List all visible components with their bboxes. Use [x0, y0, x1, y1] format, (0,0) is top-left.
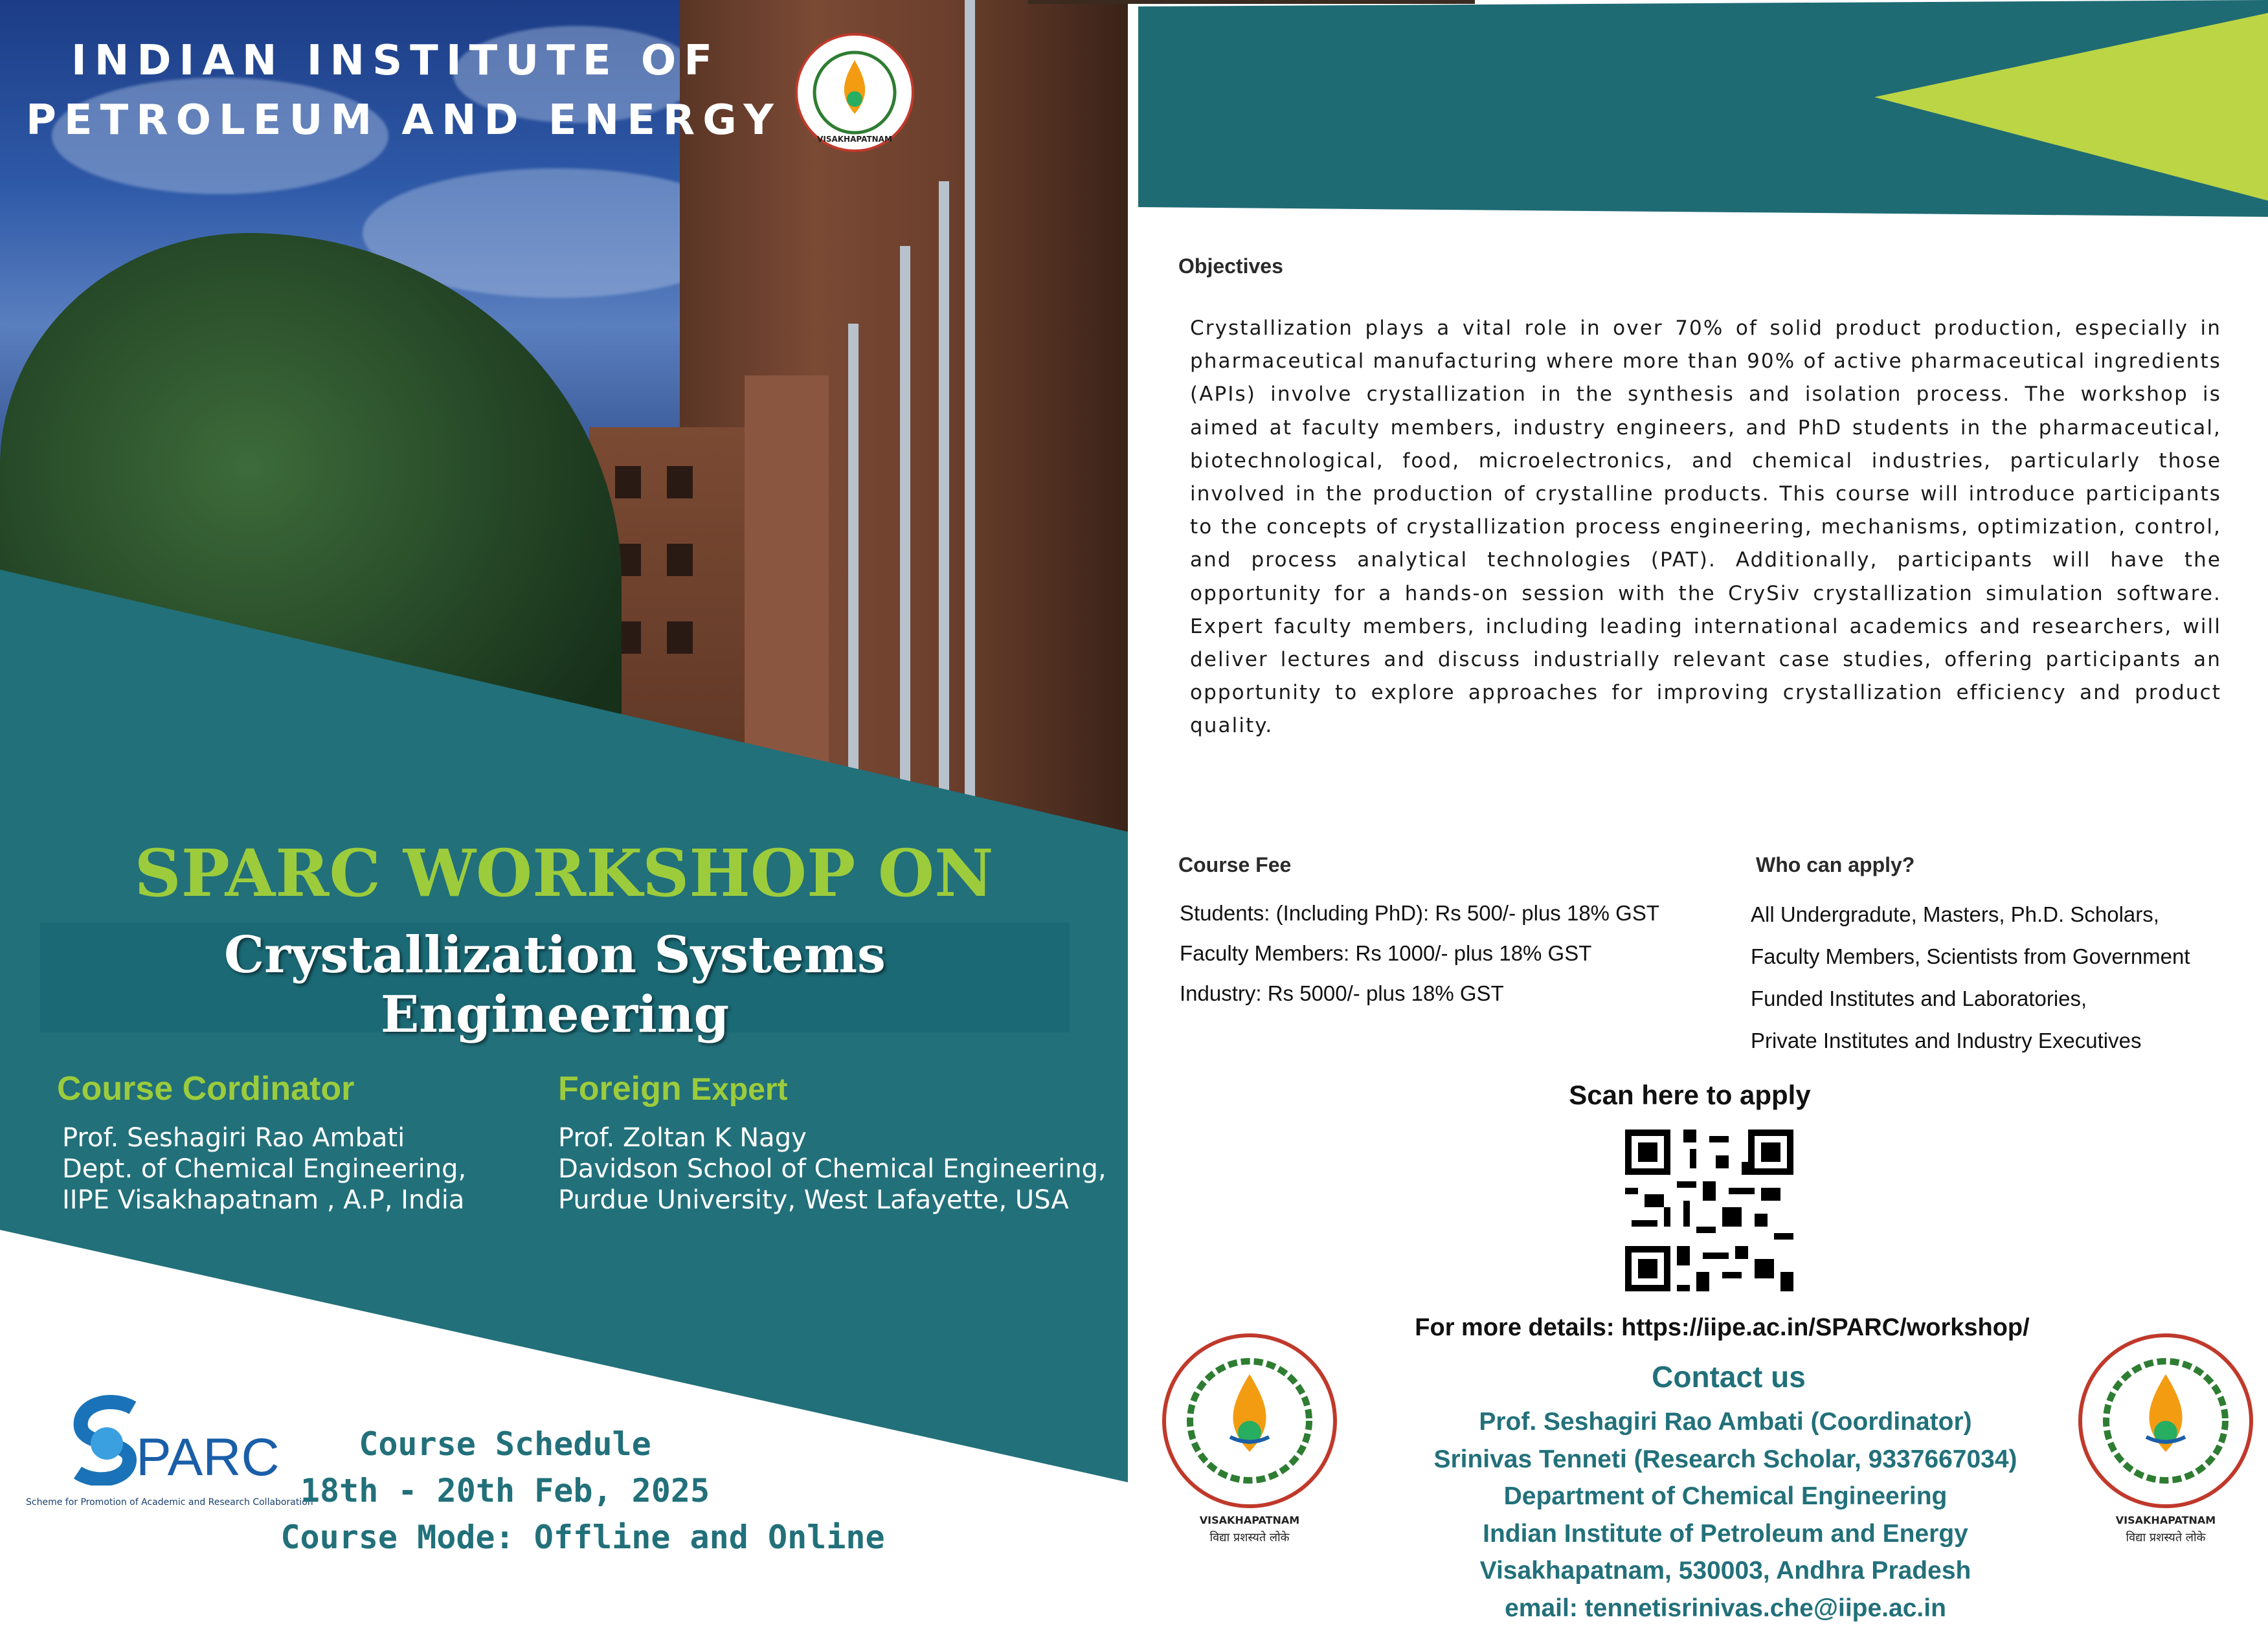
scan-label: Scan here to apply	[1569, 1080, 1811, 1110]
coordinator-heading: Course Cordinator	[57, 1070, 355, 1108]
fee-line: Faculty Members: Rs 1000/- plus 18% GST	[1180, 941, 1592, 965]
expert-line: Davidson School of Chemical Engineering,	[558, 1154, 1106, 1184]
apply-line: Private Institutes and Industry Executives	[1751, 1029, 2142, 1052]
top-strip	[1028, 0, 1475, 4]
course-title-line2: Engineering	[380, 985, 730, 1044]
expert-line: Purdue University, West Lafayette, USA	[558, 1185, 1069, 1215]
course-schedule	[227, 1421, 939, 1561]
coordinator-line: Prof. Seshagiri Rao Ambati	[62, 1123, 405, 1153]
contact-line: Prof. Seshagiri Rao Ambati (Coordinator)	[1479, 1408, 1972, 1436]
qr-code-icon[interactable]	[1625, 1130, 1793, 1291]
fee-line: Students: (Including PhD): Rs 500/- plus 18% GST	[1180, 901, 1660, 925]
apply-line: All Undergradute, Masters, Ph.D. Scholars,	[1751, 902, 2159, 926]
apply-list	[1751, 893, 2190, 1062]
contact-line: Department of Chemical Engineering	[1503, 1482, 1948, 1510]
contact-line: Indian Institute of Petroleum and Energy	[1483, 1519, 1968, 1548]
coordinator-line: IIPE Visakhapatnam , A.P, India	[62, 1185, 465, 1215]
apply-line: Faculty Members, Scientists from Government	[1751, 944, 2190, 968]
contact-line: Srinivas Tenneti (Research Scholar, 9337667034)	[1433, 1445, 2017, 1473]
iipe-emblem-icon	[2069, 1330, 2263, 1550]
contact-email[interactable]: email: tennetisrinivas.che@iipe.ac.in	[1505, 1594, 1946, 1622]
left-panel	[0, 0, 1128, 1648]
institute-title-line1: INDIAN INSTITUTE OF	[71, 37, 721, 85]
fee-line: Industry: Rs 5000/- plus 18% GST	[1180, 981, 1504, 1005]
institute-title-line2: PETROLEUM AND ENERGY	[26, 96, 781, 144]
objectives-heading: Objectives	[1178, 254, 1283, 278]
schedule-dates: 18th - 20th Feb, 2025	[300, 1472, 710, 1509]
apply-line: Funded Institutes and Laboratories,	[1751, 986, 2087, 1010]
iipe-emblem-icon	[793, 31, 916, 154]
expert-block	[558, 1069, 1106, 1216]
logo-motto: विद्या प्रशस्यते लोके	[1209, 1531, 1290, 1544]
apply-heading: Who can apply?	[1756, 853, 1915, 876]
sparc-logo-text: PARC	[136, 1428, 280, 1487]
fee-heading: Course Fee	[1178, 853, 1292, 876]
building-tower	[745, 375, 829, 764]
logo-motto: विद्या प्रशस्यते लोके	[2126, 1531, 2206, 1544]
expert-line: Prof. Zoltan K Nagy	[558, 1123, 807, 1153]
logo-city: VISAKHAPATNAM	[817, 135, 892, 144]
workshop-heading: SPARC WORKSHOP ON	[134, 835, 994, 911]
contact-lines	[1334, 1403, 2117, 1627]
coordinator-line: Dept. of Chemical Engineering,	[62, 1154, 467, 1184]
course-title	[40, 926, 1070, 1045]
fee-list	[1180, 893, 1659, 1014]
expert-heading-a: Foreign	[558, 1070, 682, 1108]
objectives-text: Crystallization plays a vital role in over 70% of solid product production, especially in pharmaceutical manufacturing where more than 90% of active pharmaceutical ingredients (APIs) involve crystallization in the synthesis and isolation process. The workshop is aimed at faculty members, industry engineers, and PhD students in the pharmaceutical, biotechnological, food, microelectronics, and chemical industries, particularly those involved in the production of crystalline products. This course will introduce participants to the concepts of crystallization process engineering, mechanisms, optimization, control, and process analytical technologies (PAT). Additionally, participants will have the opportunity for a hands-on session with the CrySiv crystallization simulation software. Expert faculty members, including leading international academics and researchers, will deliver lectures and discuss industrially relevant case studies, offering participants an opportunity to explore approaches for improving crystallization efficiency and product quality.	[1190, 317, 2221, 738]
course-title-line1: Crystallization Systems	[224, 926, 886, 985]
expert-heading-b: Expert	[691, 1073, 788, 1107]
schedule-heading: Course Schedule	[359, 1425, 651, 1463]
sparc-logo-tagline: Scheme for Promotion of Academic and Research Collaboration	[26, 1497, 313, 1508]
coordinator-block	[57, 1069, 466, 1216]
logo-city: VISAKHAPATNAM	[2115, 1514, 2216, 1526]
logo-city: VISAKHAPATNAM	[1199, 1514, 1300, 1526]
contact-heading: Contact us	[1652, 1360, 1806, 1394]
schedule-mode: Course Mode: Offline and Online	[280, 1519, 885, 1556]
iipe-emblem-icon	[1152, 1330, 1347, 1550]
institute-title	[26, 31, 803, 150]
contact-line: Visakhapatnam, 530003, Andhra Pradesh	[1479, 1557, 1971, 1585]
details-link[interactable]: For more details: https://iipe.ac.in/SPARC/workshop/	[1415, 1314, 2030, 1341]
